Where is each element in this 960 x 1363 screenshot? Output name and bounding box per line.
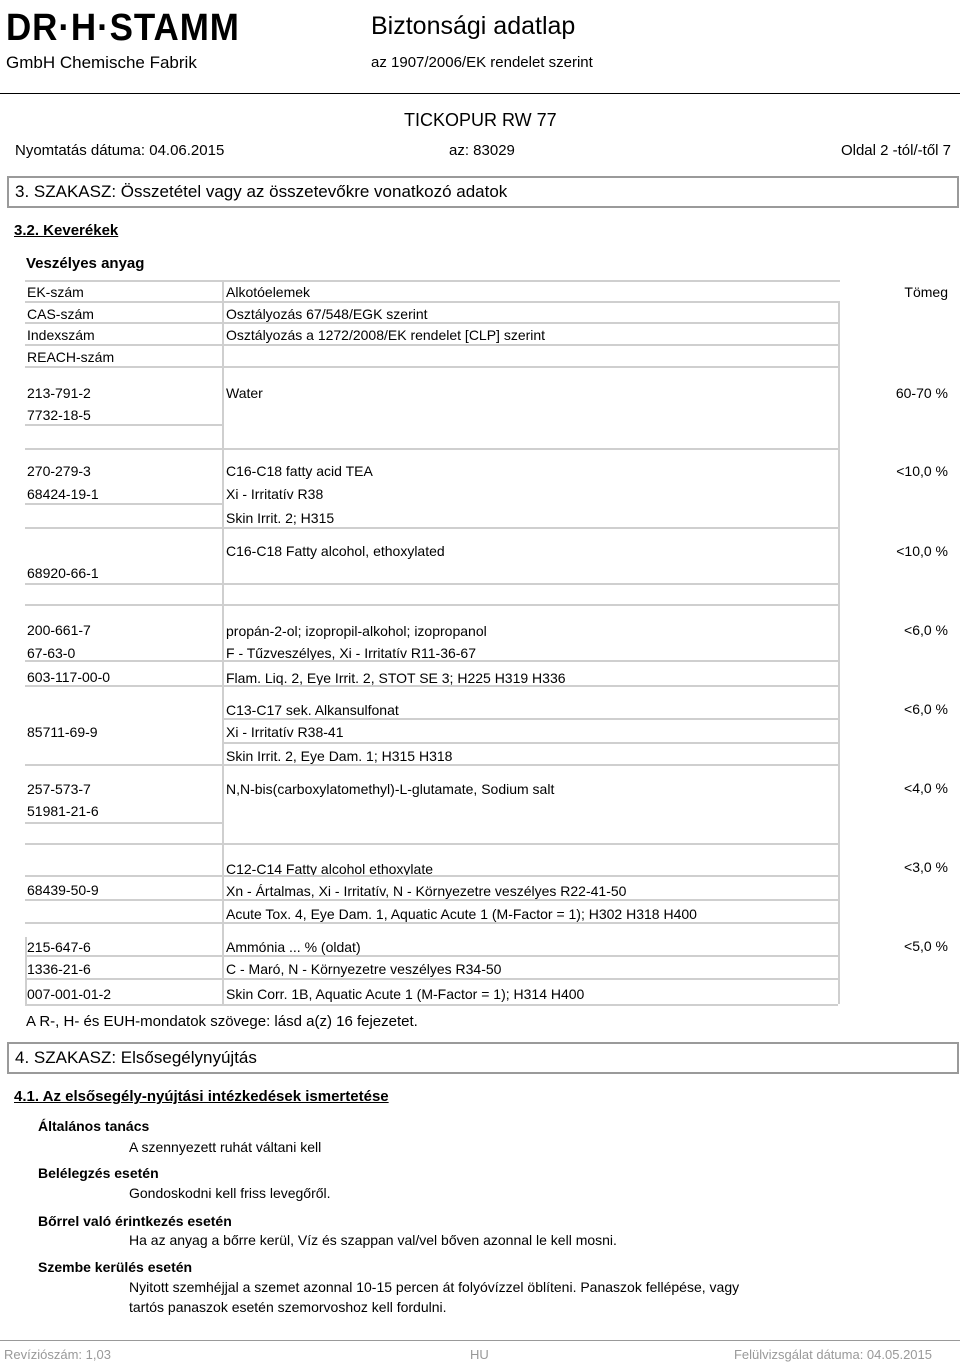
row-id: 85711-69-9 [27,724,98,740]
first-aid-label: Belélegzés esetén [38,1165,159,1181]
table-rule [25,764,838,766]
review-date: Felülvizsgálat dátuma: 04.05.2015 [733,1347,932,1362]
table-rule [224,875,840,877]
table-rule [25,448,838,450]
row-id: 270-279-3 [27,463,91,479]
logo-wordmark: DR·H·STAMM [6,7,240,49]
table-rule [224,955,840,957]
col-header-ec: EK-szám [27,284,84,300]
row-mass: <3,0 % [904,859,948,875]
logo-subtitle: GmbH Chemische Fabrik [6,53,197,72]
table-rule [224,322,840,324]
subsection-3-2: 3.2. Keverékek [14,222,119,239]
row-id: 68439-50-9 [27,882,99,898]
row-line: Skin Irrit. 2; H315 [226,510,335,526]
col-header-index: Indexszám [27,327,95,343]
col-header-components: Alkotóelemek [226,284,311,300]
section-4-heading: 4. SZAKASZ: Elsősegélynyújtás [7,1042,959,1074]
col-header-mass: Tömeg [904,284,948,300]
row-line: Acute Tox. 4, Eye Dam. 1, Aquatic Acute 1 (M-Factor = 1); H302 H318 H400 [226,906,697,922]
row-id: 7732-18-5 [27,407,91,423]
first-aid-label: Bőrrel való érintkezés esetén [38,1213,232,1229]
table-rule [25,875,222,877]
table-rule [224,978,840,980]
row-line: Skin Irrit. 2, Eye Dam. 1; H315 H318 [226,748,453,764]
table-rule [224,742,840,744]
col-header-cas: CAS-szám [27,306,94,322]
row-line: Xi - Irritatív R38-41 [226,724,344,740]
row-id: 51981-21-6 [27,803,99,819]
table-rule [25,922,838,924]
table-rule [222,937,224,1004]
table-rule [25,604,222,606]
first-aid-text: tartós panaszok esetén szemorvoshoz kell fordulni. [129,1299,447,1315]
row-line: N,N-bis(carboxylatomethyl)-L-glutamate, Sodium salt [226,781,555,797]
section-3-heading: 3. SZAKASZ: Összetétel vagy az összetevőkre vonatkozó adatok [7,176,959,208]
first-aid-label: Általános tanács [38,1118,150,1134]
row-id: 1336-21-6 [27,961,91,977]
table-rule [25,660,222,662]
row-line: C12-C14 Fatty alcohol ethoxylate [226,861,433,877]
table-rule [25,843,222,845]
table-rule [25,978,222,980]
first-aid-text: Ha az anyag a bőrre kerül, Víz és szappan val/vel bőven azonnal le kell mosni. [129,1232,617,1248]
table-rule [25,366,838,368]
row-line: C16-C18 fatty acid TEA [226,463,373,479]
row-mass: <5,0 % [904,938,948,954]
row-mass: <10,0 % [896,543,948,559]
table-rule [838,301,840,1004]
table-rule [25,527,222,529]
header-divider [0,93,960,94]
row-line: C16-C18 Fatty alcohol, ethoxylated [226,543,445,559]
row-line: F - Tűzveszélyes, Xi - Irritatív R11-36-67 [226,645,476,661]
document-title: Biztonsági adatlap [371,12,576,40]
table-rule [25,937,27,1004]
row-id: 215-647-6 [27,939,91,955]
table-title: Veszélyes anyag [26,255,145,272]
first-aid-text: A szennyezett ruhát váltani kell [129,1139,322,1155]
first-aid-label: Szembe kerülés esetén [38,1259,193,1275]
row-mass: <10,0 % [896,463,948,479]
r-h-euh-note: A R-, H- és EUH-mondatok szövege: lásd a(z) 16 fejezetet. [26,1013,418,1030]
footer-divider [0,1340,960,1341]
row-mass: 60-70 % [895,385,948,401]
table-rule [25,685,838,687]
document-subtitle: az 1907/2006/EK rendelet szerint [371,54,593,71]
table-rule [25,424,222,426]
row-line: Xi - Irritatív R38 [226,486,324,502]
language-code: HU [470,1347,489,1362]
row-id: 67-63-0 [27,645,76,661]
row-mass: <6,0 % [904,701,948,717]
table-rule [224,718,840,720]
table-rule [224,301,840,303]
row-id: 257-573-7 [27,781,91,797]
first-aid-text: Gondoskodni kell friss levegőről. [129,1185,331,1201]
row-id: 68920-66-1 [27,565,99,581]
table-rule [224,344,840,346]
page-info: Oldal 2 -tól/-től 7 [840,142,951,159]
table-rule [25,583,222,585]
table-rule [25,822,222,824]
table-rule [224,583,840,585]
table-rule [25,1004,838,1006]
table-rule [25,322,222,324]
col-header-class67: Osztályozás 67/548/EGK szerint [226,306,428,322]
table-rule [222,280,224,1004]
print-date: Nyomtatás dátuma: 04.06.2015 [15,142,225,159]
company-logo [6,6,240,78]
row-id: 603-117-00-0 [27,669,111,685]
table-rule [224,604,840,606]
col-header-classclp: Osztályozás a 1272/2008/EK rendelet [CLP] szerint [226,327,546,343]
product-name: TICKOPUR RW 77 [404,110,557,130]
row-line: Flam. Liq. 2, Eye Irrit. 2, STOT SE 3; H225 H319 H336 [226,670,566,686]
table-rule [224,280,840,282]
row-line: C - Maró, N - Környezetre veszélyes R34-50 [226,961,502,977]
table-rule [224,660,840,662]
row-line: propán-2-ol; izopropil-alkohol; izopropanol [226,623,487,639]
row-mass: <6,0 % [904,622,948,638]
subsection-4-1: 4.1. Az elsősegély-nyújtási intézkedések ismertetése [14,1088,389,1105]
row-id: 200-661-7 [27,622,91,638]
table-rule [25,955,222,957]
row-id: 68424-19-1 [27,486,99,502]
table-rule [25,344,222,346]
table-rule [224,527,840,529]
row-line: Water [226,385,263,401]
row-id: 213-791-2 [27,385,91,401]
row-id: 007-001-01-2 [27,986,112,1002]
revision-number: Revíziószám: 1,03 [4,1347,111,1362]
row-line: Xn - Ártalmas, Xi - Irritatív, N - Környezetre veszélyes R22-41-50 [226,883,627,899]
row-line: Ammónia ... % (oldat) [226,939,361,955]
table-rule [224,843,840,845]
first-aid-text: Nyitott szemhéjjal a szemet azonnal 10-15 percen át folyóvízzel öblíteni. Panaszok fellépése, vagy [129,1279,740,1295]
table-rule [25,503,222,505]
col-header-reach: REACH-szám [27,349,115,365]
table-rule [25,899,222,901]
table-rule [224,899,840,901]
table-rule [25,280,222,282]
row-line: C13-C17 sek. Alkansulfonat [226,702,399,718]
table-rule [25,301,222,303]
document-number: az: 83029 [449,142,515,159]
row-mass: <4,0 % [904,780,948,796]
row-line: Skin Corr. 1B, Aquatic Acute 1 (M-Factor = 1); H314 H400 [226,986,585,1002]
table-rule [838,955,840,1004]
